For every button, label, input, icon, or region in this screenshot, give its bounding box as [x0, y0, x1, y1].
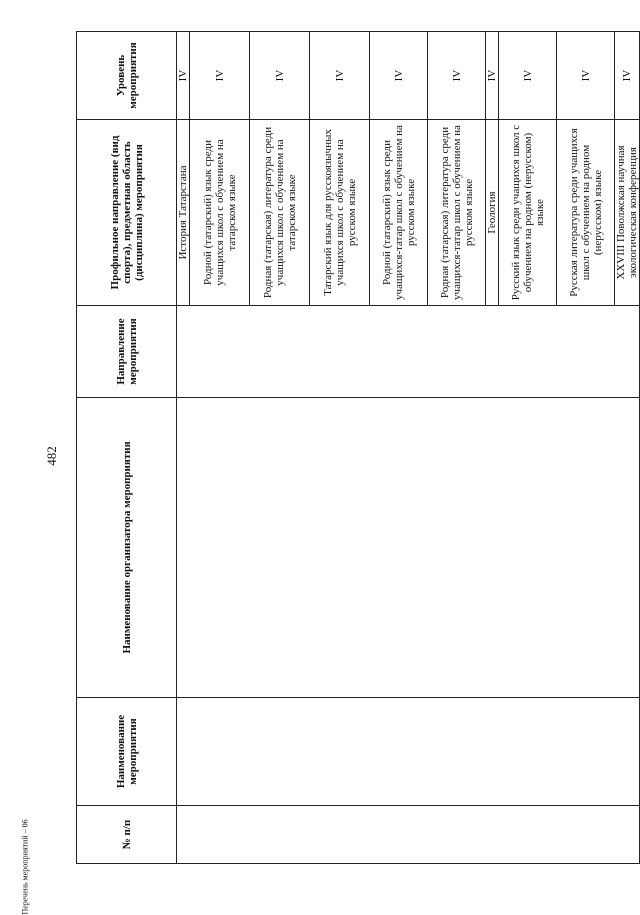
cell-level: IV	[615, 32, 640, 120]
events-table-wrapper	[76, 32, 639, 864]
cell-profile-field: Родная (татарская) литература среди учащихся школ с обучением на татарском языке	[250, 120, 310, 306]
cell-direction	[177, 306, 640, 398]
cell-level: IV	[370, 32, 428, 120]
cell-level: IV	[250, 32, 310, 120]
cell-profile-field: XXVIII Поволжская научная экологическая конференция	[615, 120, 640, 306]
cell-level: IV	[310, 32, 370, 120]
header-level: Уровень мероприятия	[77, 32, 177, 120]
header-number: № п/п	[77, 806, 177, 864]
header-direction: Направление мероприятия	[77, 306, 177, 398]
cell-level: IV	[499, 32, 557, 120]
cell-profile-field: История Татарстана	[177, 120, 190, 306]
cell-level: IV	[177, 32, 190, 120]
cell-level: IV	[428, 32, 486, 120]
header-event-name: Наименование мероприятия	[77, 698, 177, 806]
header-profile-field: Профильное направление (вид спорта), предметная область (дисциплина) мероприятия	[77, 120, 177, 306]
events-table	[76, 31, 640, 864]
header-row	[77, 32, 177, 864]
cell-level: IV	[190, 32, 250, 120]
footer-note: Перечень мероприятий – 06	[20, 819, 30, 915]
cell-number	[177, 806, 640, 864]
cell-profile-field: Родной (татарский) язык среди учащихся школ с обучением на татарском языке	[190, 120, 250, 306]
page-number: 482	[44, 446, 59, 466]
cell-level: IV	[557, 32, 615, 120]
cell-profile-field: Родная (татарская) литература среди учащихся-татар школ с обучением на русском языке	[428, 120, 486, 306]
cell-profile-field: Русская литература среди учащихся школ с обучением на родном (нерусском) языке	[557, 120, 615, 306]
cell-profile-field: Родной (татарский) язык среди учащихся-татар школ с обучением на русском языке	[370, 120, 428, 306]
cell-profile-field: Русский язык среди учащихся школ с обучением на родном (нерусском) языке	[499, 120, 557, 306]
events-table-rotated	[76, 32, 639, 864]
cell-event-name	[177, 698, 640, 806]
cell-organizer	[177, 398, 640, 698]
cell-level: IV	[486, 32, 499, 120]
header-organizer: Наименование организатора мероприятия	[77, 398, 177, 698]
cell-profile-field: Татарский язык для русскоязычных учащихся школ с обучением на русском языке	[310, 120, 370, 306]
table-row	[177, 32, 190, 864]
cell-profile-field: Геология	[486, 120, 499, 306]
